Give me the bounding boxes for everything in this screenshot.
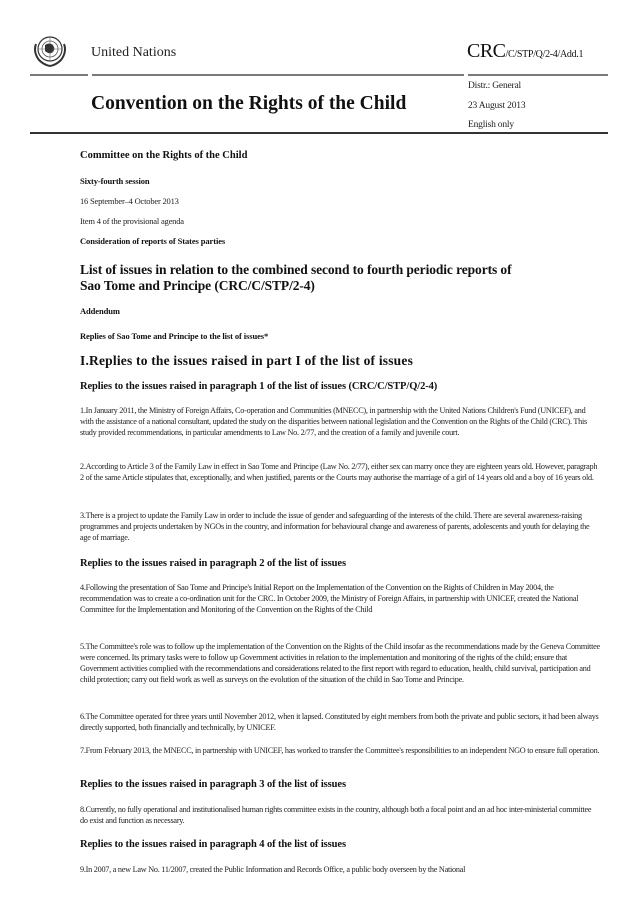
document-symbol	[467, 40, 583, 63]
paragraph-1: 1.In January 2011, the Ministry of Foreign Affairs, Co-operation and Communities (MNECC), in partnership with the United Nations Children's Fund (UNICEF), and with the assistance of a national consultant, updated the study on the disparities between national legislation and the Convention on the Rights of the Child (CRC). This study provided recommendations, in particular amendments to Law No. 2/77, and the creation of a family and juvenile court.	[80, 406, 587, 437]
committee-name: Committee on the Rights of the Child	[80, 150, 248, 161]
paragraph-4: 4.Following the presentation of Sao Tome and Principe's Initial Report on the Implementation of the Convention on the Rights of Children in May 2004, the recommendation was to create a co-ordination unit for the CRC. In October 2009, the Ministry of Foreign Affairs, in partnership with UNICEF, created the National Committee for the Implementation and Monitoring of the Convention on the Rights of the Child	[80, 583, 579, 614]
section-1-title: I.Replies to the issues raised in part I of the list of issues	[80, 353, 414, 368]
replies-heading: Replies of Sao Tome and Principe to the list of issues*	[80, 331, 269, 341]
paragraph-6: 6.The Committee operated for three years until November 2012, when it lapsed. Constituted by eight members from both the private and public sectors, it had been always directly supported, both financially and technically, by UNICEF.	[80, 712, 599, 732]
document-date: 23 August 2013	[468, 101, 526, 111]
addendum-label: Addendum	[80, 306, 120, 316]
convention-title: Convention on the Rights of the Child	[91, 93, 407, 114]
paragraph-9: 9.In 2007, a new Law No. 11/2007, created the Public Information and Records Office, a public body overseen by the National	[80, 865, 466, 874]
header-divider	[30, 74, 88, 76]
header-bottom-rule	[30, 132, 608, 134]
symbol-suffix: /C/STP/Q/2-4/Add.1	[505, 49, 584, 60]
paragraph-3: 3.There is a project to update the Family Law in order to include the issue of gender and safeguarding of the interests of the child. There are several awareness-raising programmes and projects undertaken by NGOs in the country, and information for behavioural change and awareness of parents, adolescents and youth for delaying the age of marriage.	[80, 511, 590, 542]
agenda-item: Item 4 of the provisional agenda	[80, 216, 184, 226]
subsection-3-title: Replies to the issues raised in paragraph 3 of the list of issues	[80, 779, 346, 790]
paragraph-7: 7.From February 2013, the MNECC, in partnership with UNICEF, has worked to transfer the Committee's responsibilities to an independent NGO to ensure full operation.	[80, 746, 600, 755]
subsection-4-title: Replies to the issues raised in paragraph 4 of the list of issues	[80, 839, 346, 850]
paragraph-2: 2.According to Article 3 of the Family Law in effect in Sao Tome and Principe (Law No. 2/77), either sex can marry once they are eighteen years old. However, paragraph 2 of the same Article stipulates that, exceptionally, and when justified, parents or the Courts may authorise the marriage of a girl of 14 years old and a boy of 16 years old.	[80, 462, 598, 482]
header-divider	[92, 74, 464, 76]
subsection-2-title: Replies to the issues raised in paragraph 2 of the list of issues	[80, 558, 346, 569]
symbol-main: CRC	[467, 40, 506, 62]
document-title	[80, 262, 620, 294]
header-divider	[468, 74, 608, 76]
document-title-line-1: List of issues in relation to the combined second to fourth periodic reports of	[80, 262, 512, 277]
consideration-heading: Consideration of reports of States parties	[80, 236, 226, 246]
document-title-line-2: Sao Tome and Principe (CRC/C/STP/2-4)	[80, 278, 315, 293]
session-dates: 16 September–4 October 2013	[80, 196, 179, 206]
organization-name: United Nations	[91, 45, 177, 60]
paragraph-8: 8.Currently, no fully operational and institutionalised human rights committee exists in the country, although both a focal point and an ad hoc inter-ministerial committee do exist and function as necessary.	[80, 805, 592, 825]
distribution: Distr.: General	[468, 81, 521, 91]
language: English only	[468, 120, 514, 130]
session: Sixty-fourth session	[80, 176, 150, 186]
paragraph-5: 5.The Committee's role was to follow up the implementation of the Convention on the Rights of the Child insofar as the recommendations made by the Geneva Committee were concerned. Its primary tasks were to follow up Government activities in relation to the implementation and monitoring of the rights of the child; ensure that Government activities complied with the recommendations and considerations related to the first report with regard to education, health, child survival, participation and child protection; carry out field work as well as surveys on the evolution of the situation of the child in Sao Tome and Principe.	[80, 642, 600, 684]
subsection-1-title: Replies to the issues raised in paragraph 1 of the list of issues (CRC/C/STP/Q/2-4)	[80, 381, 438, 392]
un-emblem-icon	[30, 30, 70, 70]
